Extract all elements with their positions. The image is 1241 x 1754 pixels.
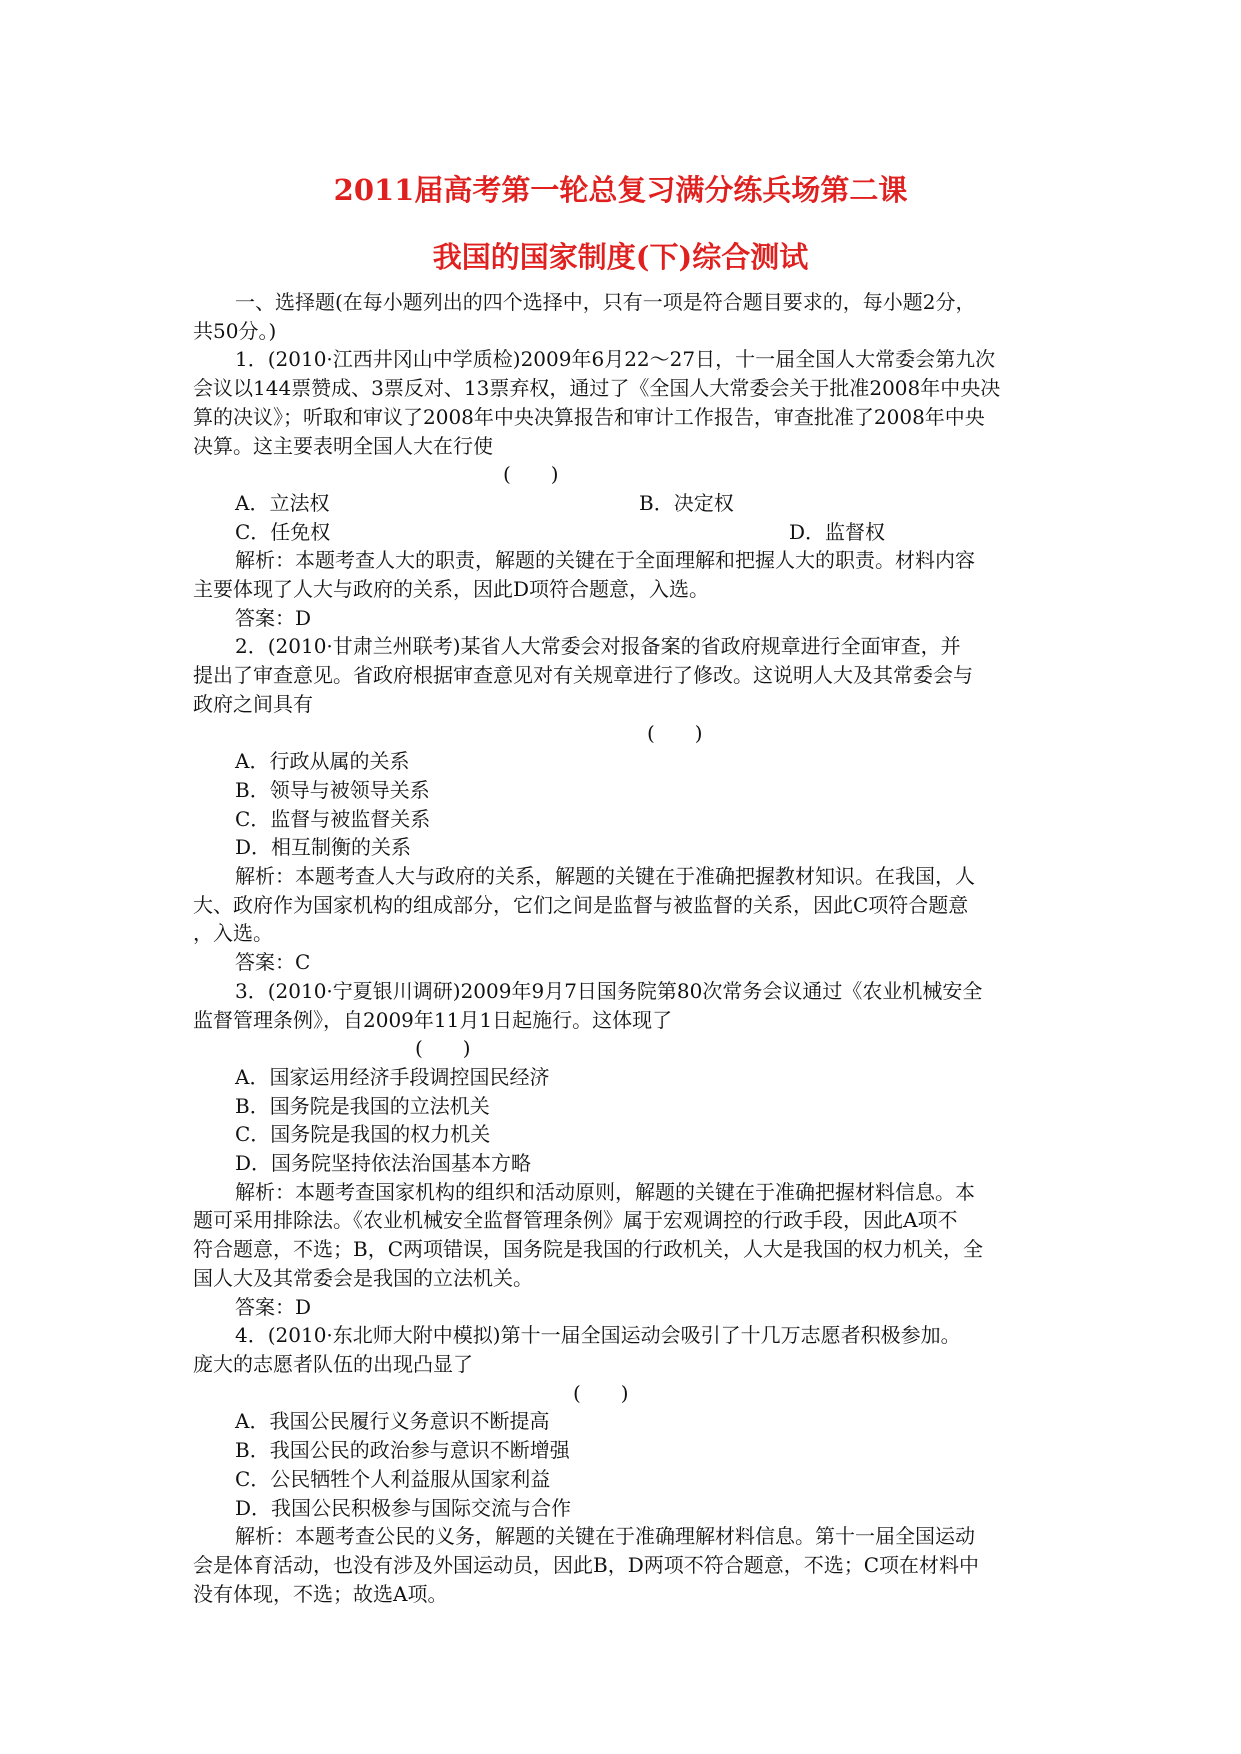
option-a: A．立法权: [235, 490, 330, 515]
option-a: A．国家运用经济手段调控国民经济: [235, 1064, 550, 1089]
option-b: B．国务院是我国的立法机关: [235, 1093, 490, 1118]
analysis-line: 符合题意，不选；B，C两项错误，国务院是我国的行政机关，人大是我国的权力机关，全: [193, 1237, 983, 1262]
option-c: C．公民牺牲个人利益服从国家利益: [235, 1466, 551, 1491]
option-d: D．监督权: [789, 519, 886, 544]
document-subtitle: 我国的国家制度(下)综合测试: [432, 240, 809, 274]
analysis-line: 解析：本题考查公民的义务，解题的关键在于准确理解材料信息。第十一届全国运动: [235, 1524, 975, 1549]
document-body: [193, 288, 1053, 1608]
option-a: A．我国公民履行义务意识不断提高: [235, 1409, 550, 1434]
option-d: D．国务院坚持依法治国基本方略: [235, 1151, 532, 1176]
option-c: C．监督与被监督关系: [235, 806, 431, 831]
analysis-line: 没有体现，不选；故选A项。: [193, 1581, 448, 1606]
option-b: B．我国公民的政治参与意识不断增强: [235, 1438, 570, 1463]
answer-line: 答案：D: [235, 605, 312, 630]
options-row: [193, 518, 1053, 547]
question-4-line: 4．(2010·东北师大附中模拟)第十一届全国运动会吸引了十几万志愿者积极参加。: [235, 1323, 961, 1348]
question-4-line: 庞大的志愿者队伍的出现凸显了: [193, 1351, 473, 1376]
answer-blank: ( ): [503, 462, 559, 487]
option-c: C．国务院是我国的权力机关: [235, 1122, 491, 1147]
section-intro-line: 一、选择题(在每小题列出的四个选择中，只有一项是符合题目要求的，每小题2分，: [235, 290, 976, 314]
analysis-line: 大、政府作为国家机构的组成部分，它们之间是监督与被监督的关系，因此C项符合题意: [193, 892, 969, 917]
answer-blank: ( ): [573, 1380, 629, 1405]
analysis-line: ，入选。: [193, 921, 273, 946]
question-2-line: 政府之间具有: [193, 691, 313, 716]
question-1-line: 会议以144票赞成、3票反对、13票弃权，通过了《全国人大常委会关于批准2008年中央决: [193, 376, 1001, 401]
option-d: D．相互制衡的关系: [235, 835, 412, 860]
option-b: B．领导与被领导关系: [235, 777, 430, 802]
section-intro-line: 共50分。): [193, 318, 277, 343]
analysis-line: 国人大及其常委会是我国的立法机关。: [193, 1265, 533, 1290]
question-1-line: 决算。这主要表明全国人大在行使: [193, 433, 493, 458]
option-b: B．决定权: [639, 490, 734, 515]
analysis-line: 会是体育活动，也没有涉及外国运动员，因此B，D两项不符合题意，不选；C项在材料中: [193, 1552, 980, 1577]
answer-line: 答案：C: [235, 950, 311, 975]
answer-line: 答案：D: [235, 1294, 312, 1319]
analysis-line: 解析：本题考查人大的职责，解题的关键在于全面理解和把握人大的职责。材料内容: [235, 548, 975, 573]
question-3-line: 监督管理条例》，自2009年11月1日起施行。这体现了: [193, 1007, 673, 1032]
option-a: A．行政从属的关系: [235, 749, 410, 774]
analysis-line: 解析：本题考查人大与政府的关系，解题的关键在于准确把握教材知识。在我国，人: [235, 864, 975, 889]
question-2-line: 2．(2010·甘肃兰州联考)某省人大常委会对报备案的省政府规章进行全面审查，并: [235, 634, 961, 659]
answer-blank: ( ): [647, 720, 703, 745]
question-1-line: 1．(2010·江西井冈山中学质检)2009年6月22～27日，十一届全国人大常委会第九次: [235, 347, 996, 372]
option-d: D．我国公民积极参与国际交流与合作: [235, 1495, 572, 1520]
analysis-line: 主要体现了人大与政府的关系，因此D项符合题意，入选。: [193, 577, 710, 601]
question-1-line: 算的决议》；听取和审议了2008年中央决算报告和审计工作报告，审查批准了2008年中央: [193, 404, 985, 429]
document-title: 2011届高考第一轮总复习满分练兵场第二课: [333, 173, 908, 207]
question-2-line: 提出了审查意见。省政府根据审查意见对有关规章进行了修改。这说明人大及其常委会与: [193, 663, 973, 688]
options-row: [193, 489, 1053, 518]
answer-blank: ( ): [415, 1036, 471, 1061]
analysis-line: 解析：本题考查国家机构的组织和活动原则，解题的关键在于准确把握材料信息。本: [235, 1179, 975, 1204]
option-c: C．任免权: [235, 519, 331, 544]
question-3-line: 3．(2010·宁夏银川调研)2009年9月7日国务院第80次常务会议通过《农业机械安全: [235, 978, 983, 1003]
analysis-line: 题可采用排除法。《农业机械安全监督管理条例》属于宏观调控的行政手段，因此A项不: [193, 1208, 958, 1233]
